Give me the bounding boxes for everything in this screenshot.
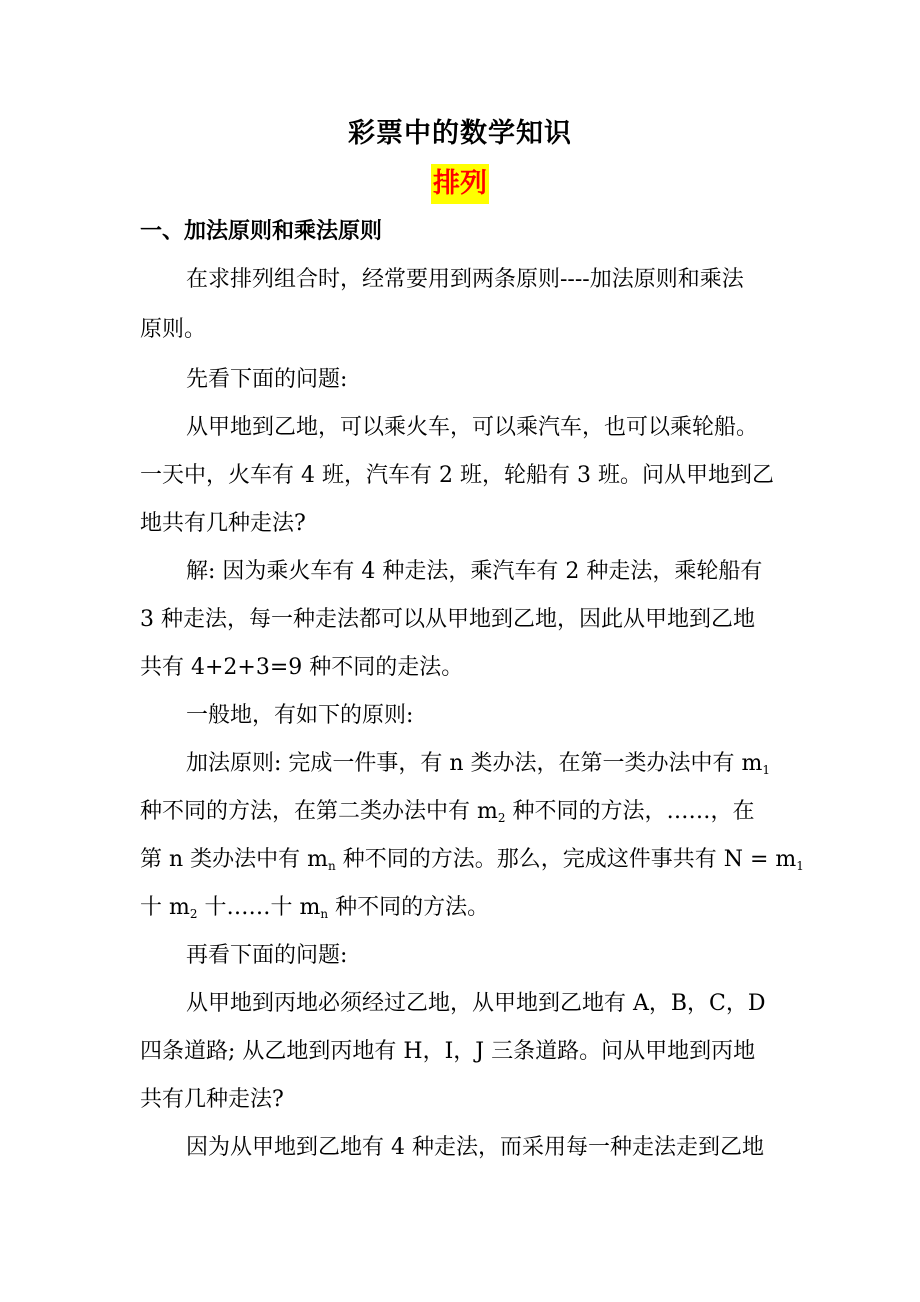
- paragraph-line: [186, 746, 790, 782]
- paragraph-line: 再看下面的问题:: [186, 943, 348, 968]
- subscript: n: [328, 859, 336, 873]
- paragraph-line: 一般地，有如下的原则:: [186, 703, 414, 728]
- paragraph-line: 四条道路; 从乙地到丙地有 H，I，J 三条道路。问从甲地到丙地: [140, 1039, 756, 1064]
- subscript: 1: [762, 763, 771, 777]
- paragraph-line: 3 种走法，每一种走法都可以从甲地到乙地，因此从甲地到乙地: [140, 607, 755, 632]
- subscript: 2: [189, 907, 198, 921]
- highlighted-subtitle: 排列: [431, 164, 489, 204]
- text-run: 加法原则: 完成一件事，有 n 类办法，在第一类办法中有 m: [186, 751, 763, 776]
- section-heading: 一、加法原则和乘法原则: [140, 219, 383, 244]
- subscript: n: [320, 907, 329, 921]
- subscript: 2: [497, 811, 506, 825]
- paragraph-line: 解: 因为乘火车有 4 种走法，乘汽车有 2 种走法，乘轮船有: [186, 559, 763, 584]
- paragraph-line: 原则。: [140, 317, 207, 342]
- paragraph-line: 从甲地到乙地，可以乘火车，可以乘汽车，也可以乘轮船。: [186, 415, 759, 440]
- paragraph-line: 因为从甲地到乙地有 4 种走法，而采用每一种走法走到乙地: [186, 1135, 764, 1160]
- subtitle-wrap: [0, 164, 920, 204]
- paragraph-line: 一天中，火车有 4 班，汽车有 2 班，轮船有 3 班。问从甲地到乙: [140, 463, 774, 488]
- document-title: 彩票中的数学知识: [348, 118, 572, 149]
- paragraph-line: 先看下面的问题:: [186, 367, 348, 392]
- text-run: 十 m: [140, 895, 190, 920]
- text-run: 种不同的方法。那么，完成这件事共有 N = m: [335, 847, 797, 872]
- paragraph-line: 在求排列组合时，经常要用到两条原则----加法原则和乘法: [186, 267, 744, 292]
- paragraph-line: 地共有几种走法?: [140, 511, 306, 536]
- paragraph-line: 从甲地到丙地必须经过乙地，从甲地到乙地有 A，B，C，D: [186, 991, 766, 1016]
- paragraph-line: 共有 4+2+3=9 种不同的走法。: [140, 655, 464, 680]
- text-run: 种不同的方法，……，在: [505, 799, 755, 824]
- text-run: 种不同的方法，在第二类办法中有 m: [140, 799, 498, 824]
- subscript: 1: [796, 859, 804, 873]
- text-run: 十……十 m: [197, 895, 321, 920]
- paragraph-line: [140, 842, 804, 878]
- text-run: 第 n 类办法中有 m: [140, 847, 329, 872]
- text-run: 种不同的方法。: [328, 895, 490, 920]
- paragraph-line: 共有几种走法?: [140, 1087, 284, 1112]
- paragraph-line: [140, 890, 790, 926]
- paragraph-line: [140, 794, 790, 830]
